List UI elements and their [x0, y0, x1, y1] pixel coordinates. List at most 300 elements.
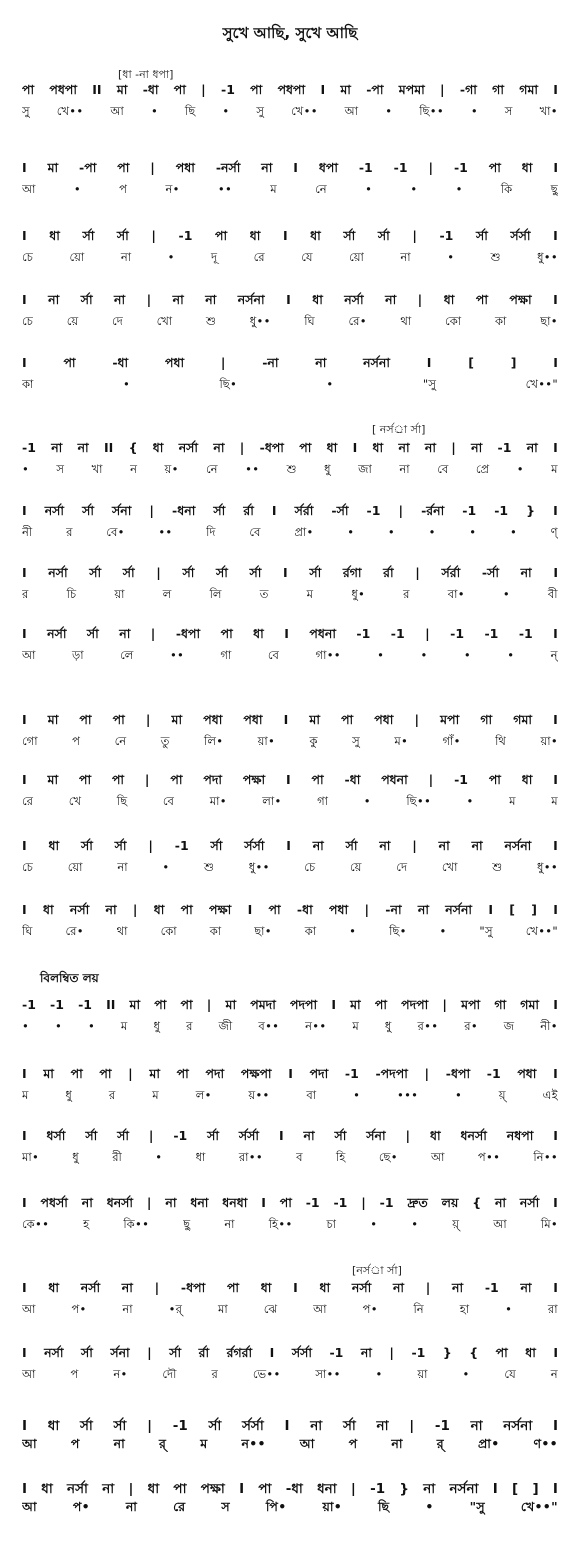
token: I [552, 1481, 558, 1496]
token: চে [22, 314, 34, 328]
token: ব•• [258, 1019, 280, 1033]
token: ধনর্সা [460, 1128, 487, 1143]
token: না [400, 250, 411, 264]
token: -ধা [142, 82, 159, 97]
token: • [162, 860, 170, 874]
token: না [165, 1195, 177, 1210]
swaralipi-notes-line [22, 1128, 558, 1146]
token: -ধা [344, 772, 361, 787]
token: না [376, 1418, 389, 1433]
token: -1 [329, 1345, 344, 1360]
swaralipi-notes-line [22, 902, 558, 920]
token: • [420, 648, 428, 662]
token: ধা [310, 228, 321, 243]
token: যে [504, 1367, 516, 1381]
token: | [146, 1195, 152, 1210]
token: II [103, 440, 114, 455]
token: ন•• [305, 1019, 327, 1033]
token: "সু [469, 1499, 485, 1514]
token: ন•• [241, 1436, 266, 1451]
token: আ [431, 1150, 445, 1164]
token: I [22, 1066, 27, 1081]
token: গা [317, 794, 329, 808]
token: I [553, 160, 558, 175]
token: না [423, 1481, 436, 1496]
token: • [507, 648, 515, 662]
token: I [22, 1280, 27, 1295]
token: • [353, 1088, 361, 1102]
token: পক্ষা [200, 1481, 225, 1496]
token: I [553, 355, 558, 370]
token: র্সা [207, 1128, 220, 1143]
token: ল [162, 587, 172, 601]
token: • [349, 924, 357, 938]
token: নর্সনা [445, 902, 473, 917]
token: | [128, 1481, 134, 1496]
token: লয় [441, 1195, 459, 1210]
token: -পা [79, 160, 97, 175]
token: কি [500, 182, 513, 196]
token: নধপা [506, 1128, 534, 1143]
token: I [553, 1345, 558, 1360]
token: য়্ [498, 1088, 506, 1102]
token: প [72, 734, 81, 748]
token: য়ো [349, 250, 365, 264]
token: পা [180, 997, 193, 1012]
token: না [385, 292, 397, 307]
token: র্সর্সা [510, 228, 531, 243]
token: বে• [106, 525, 125, 539]
token: | [128, 1066, 133, 1081]
swaralipi-notes-line [22, 503, 558, 521]
token: কা [494, 314, 507, 328]
token: তু [160, 734, 170, 748]
token: প [70, 1367, 79, 1381]
token: [ [509, 902, 515, 917]
token: রা•• [238, 1150, 263, 1164]
token: -1 [439, 228, 454, 243]
token: র্সা [80, 1345, 93, 1360]
token: না [417, 902, 429, 917]
token: বা [306, 1088, 317, 1102]
token: I [22, 565, 27, 580]
token: র্সা [210, 838, 223, 853]
token: • [123, 377, 131, 391]
token: I [22, 1195, 27, 1210]
token: I [320, 82, 326, 97]
swaralipi-notes-line [22, 772, 558, 790]
token: ধা [195, 1150, 206, 1164]
token: ণ্ [550, 525, 558, 539]
token: -1 [50, 997, 64, 1012]
token: ণ•• [533, 1436, 558, 1451]
token: • [155, 1150, 163, 1164]
token: আ [344, 104, 359, 118]
token: ম [200, 1436, 208, 1451]
token: যে [301, 250, 313, 264]
token: পা [63, 355, 76, 370]
token: পা [111, 772, 125, 787]
token: র্ [159, 1436, 167, 1451]
token: র্সা [82, 503, 94, 518]
token: গা [220, 648, 232, 662]
token: { [469, 1345, 479, 1360]
token: য়ে [66, 314, 79, 328]
token: র্সা [122, 565, 135, 580]
token: না [526, 440, 538, 455]
notation-system [22, 1066, 558, 1103]
token: সু [256, 104, 265, 118]
token: ম• [394, 734, 409, 748]
notation-system [22, 1415, 558, 1452]
token: চা [326, 1217, 337, 1231]
token: -1 [356, 626, 371, 641]
token: I [261, 1195, 266, 1210]
token: পদা [203, 772, 223, 787]
token: I [553, 292, 558, 307]
token: পা [70, 1066, 83, 1081]
token: র্সা [475, 228, 488, 243]
token: হ [83, 1217, 90, 1231]
token: জী [218, 1019, 233, 1033]
token: • [365, 182, 373, 196]
token: না [392, 1280, 405, 1295]
annotation-bracket: [নর্সর্া র্সা] [352, 1264, 402, 1277]
token: | [364, 902, 370, 917]
lyrics-line [22, 1499, 558, 1515]
token: বে [437, 462, 449, 476]
token: মা [129, 997, 141, 1012]
token: • [387, 525, 395, 539]
token: র্সা [334, 1128, 347, 1143]
token: পধা [243, 712, 263, 727]
token: প্রা• [477, 1436, 500, 1451]
token: ধা [42, 902, 54, 917]
token: পা [374, 997, 387, 1012]
token: • [466, 794, 474, 808]
token: -1 [174, 838, 189, 853]
token: পা [226, 1280, 240, 1295]
token: না [471, 838, 483, 853]
token: I [282, 228, 288, 243]
token: গা [492, 82, 504, 97]
token: র [66, 525, 73, 539]
token: | [389, 1345, 394, 1360]
token: না [470, 1418, 483, 1433]
token: খো [441, 860, 458, 874]
token: -1 [518, 626, 533, 641]
token: লে [120, 648, 134, 662]
token: প [119, 182, 128, 196]
token: স [504, 104, 513, 118]
token: র্সর্সা [238, 1128, 260, 1143]
token: | [424, 1066, 430, 1081]
token: পধা [517, 1066, 537, 1081]
token: ধু•• [249, 314, 271, 328]
lyrics-line [22, 461, 558, 477]
token: য়ো [69, 250, 85, 264]
token: র্সনা [366, 1128, 386, 1143]
token: | [220, 355, 226, 370]
token: • [470, 104, 478, 118]
token: ম [352, 1019, 360, 1033]
swaralipi-notes-line [22, 1280, 558, 1298]
token: র্সা [213, 503, 226, 518]
token: -না [385, 902, 402, 917]
token: • [167, 250, 175, 264]
token: র্সা [216, 565, 228, 580]
token: I [553, 1280, 558, 1295]
token: | [239, 440, 245, 455]
token: I [293, 160, 298, 175]
token: পা [299, 440, 312, 455]
token: মা [149, 1066, 160, 1081]
token: • [410, 182, 418, 196]
token: না [312, 838, 324, 853]
token: দে [396, 860, 408, 874]
token: • [462, 1367, 470, 1381]
token: • [516, 462, 524, 476]
token: পা [79, 712, 92, 727]
token: না [117, 860, 128, 874]
token: •র্ [168, 1302, 183, 1316]
token: ধু [153, 1019, 161, 1033]
lyrics-line [22, 1216, 558, 1232]
token: প [348, 1436, 358, 1451]
token: ধনা [317, 1481, 337, 1496]
token: পা [180, 902, 193, 917]
token: ব [296, 1150, 303, 1164]
token: নি•• [533, 1150, 558, 1164]
token: চে [22, 250, 34, 264]
token: I [352, 440, 358, 455]
token: শু [206, 314, 217, 328]
token: র্রা [383, 565, 394, 580]
lyrics-line [22, 923, 558, 939]
token: I [22, 160, 27, 175]
token: না [438, 838, 450, 853]
token: না [471, 440, 483, 455]
token: মা [43, 1066, 54, 1081]
token: ল• [195, 1088, 212, 1102]
token: র [403, 587, 410, 601]
token: • [222, 104, 230, 118]
token: I [22, 1418, 28, 1433]
token: • [73, 182, 81, 196]
annotation-bracket: [ধা -না ধপা] [118, 68, 174, 81]
token: | [150, 626, 156, 641]
token: নর্সা [351, 1280, 372, 1295]
token: নর্সা [178, 440, 199, 455]
token: -ধপা [445, 1066, 471, 1081]
token: পধপা [277, 82, 306, 97]
token: র্সা [345, 838, 358, 853]
token: | [425, 626, 430, 641]
token: | [151, 228, 156, 243]
token: I [553, 565, 558, 580]
token: কা [22, 377, 34, 391]
token: পা [279, 1195, 292, 1210]
token: কা [209, 924, 222, 938]
lyrics-line [22, 313, 558, 329]
token: পধনা [309, 626, 336, 641]
lyrics-line [22, 859, 558, 875]
lyrics-line [22, 733, 558, 749]
token: -র্সা [481, 565, 499, 580]
token: ম [509, 794, 516, 808]
token: খে [68, 794, 82, 808]
token: ধা [253, 626, 264, 641]
token: শু [490, 250, 501, 264]
token: নী• [540, 1019, 558, 1033]
token: গা•• [315, 648, 341, 662]
swaralipi-notes-line [22, 565, 558, 583]
notation-system [22, 1280, 558, 1317]
token: খে•• [56, 104, 84, 118]
token: } [442, 1345, 452, 1360]
token: ধনধা [222, 1195, 248, 1210]
token: -1 [22, 997, 36, 1012]
token: র্সা [169, 1345, 182, 1360]
token: রী [112, 1150, 123, 1164]
swaralipi-notes-line [22, 160, 558, 178]
token: | [428, 772, 434, 787]
token: ধা [152, 440, 164, 455]
token: ছা• [254, 924, 272, 938]
notation-system [22, 440, 558, 477]
token: গমা [520, 997, 540, 1012]
token: -ধা [285, 1481, 303, 1496]
token: মা [309, 712, 320, 727]
token: নর্সা [67, 1481, 88, 1496]
token: I [286, 838, 291, 853]
lyrics-line [22, 1149, 558, 1165]
swaralipi-notes-line [22, 1066, 558, 1084]
notation-system [22, 902, 558, 939]
token: -র্সা [331, 503, 349, 518]
token: মা [340, 82, 351, 97]
swaralipi-notes-line [22, 292, 558, 310]
token: ধু•• [537, 250, 558, 264]
token: •• [217, 182, 233, 196]
token: না [125, 1499, 138, 1514]
token: পধা [329, 902, 349, 917]
token: র্সা [117, 1128, 129, 1143]
token: র্সা [113, 1418, 127, 1433]
token: ছি•• [419, 104, 444, 118]
token: পধর্সা [40, 1195, 68, 1210]
token: ধনর্সা [106, 1195, 134, 1210]
token: খা• [539, 104, 558, 118]
token: -1 [221, 82, 235, 97]
token: র্রা [198, 1345, 210, 1360]
token: -1 [379, 1195, 394, 1210]
token: নে [114, 734, 127, 748]
token: -1 [453, 160, 468, 175]
token: II [92, 82, 102, 97]
token: ••• [396, 1088, 419, 1102]
token: আ [22, 1499, 37, 1514]
token: পা [495, 1345, 508, 1360]
token: পা [311, 772, 324, 787]
token: র•• [417, 1019, 439, 1033]
token: র্সা [79, 1418, 93, 1433]
token: মা• [209, 794, 227, 808]
token: দ্রুত [407, 1195, 428, 1210]
token: | [150, 160, 155, 175]
token: না [310, 1418, 323, 1433]
token: } [399, 1481, 409, 1496]
token: ধা [326, 440, 338, 455]
token: II [106, 997, 116, 1012]
section-label: বিলম্বিত লয় [40, 971, 99, 985]
token: | [451, 440, 456, 455]
token: র [186, 1019, 193, 1033]
token: • [509, 525, 518, 539]
token: র্সনা [110, 1345, 130, 1360]
token: না [113, 1436, 126, 1451]
token: নর্সা [80, 1280, 101, 1295]
token: পি• [265, 1499, 287, 1514]
token: • [370, 1217, 378, 1231]
token: র্সা [342, 1418, 356, 1433]
token: •• [245, 462, 260, 476]
token: I [283, 565, 288, 580]
token: না [379, 838, 391, 853]
token: বী [547, 587, 558, 601]
token: র্সনা [112, 503, 132, 518]
token: মা [47, 772, 59, 787]
notation-system [22, 1478, 558, 1515]
lyrics-line [22, 647, 558, 663]
swaralipi-notes-line [22, 1195, 558, 1213]
token: থা [116, 924, 128, 938]
token: খা [91, 462, 103, 476]
token: "সু [479, 924, 493, 938]
token: নর্সা [44, 1345, 64, 1360]
token: { [128, 440, 138, 455]
token: | [412, 228, 417, 243]
token: রে [173, 1499, 186, 1514]
token: ঝে [263, 1302, 278, 1316]
token: I [22, 772, 27, 787]
token: I [247, 902, 253, 917]
token: | [149, 503, 154, 518]
token: • [375, 1367, 383, 1381]
token: না [48, 292, 60, 307]
token: পধপা [49, 82, 77, 97]
token: •• [158, 525, 173, 539]
token: | [417, 292, 423, 307]
token: I [286, 292, 291, 307]
token: না [213, 440, 225, 455]
token: I [22, 1481, 28, 1496]
token: ধু [324, 462, 331, 476]
token: পদা [309, 1066, 329, 1081]
token: প• [71, 1302, 87, 1316]
token: পধা [203, 712, 223, 727]
notation-system [22, 772, 558, 809]
token: য়া [114, 587, 125, 601]
token: | [428, 160, 434, 175]
notation-system [22, 712, 558, 749]
token: না [398, 440, 410, 455]
swaralipi-notes-line [22, 228, 558, 246]
token: না [452, 1280, 464, 1295]
token: খে••" [520, 1499, 558, 1514]
token: -1 [370, 1481, 386, 1496]
token: ধু [72, 1150, 80, 1164]
